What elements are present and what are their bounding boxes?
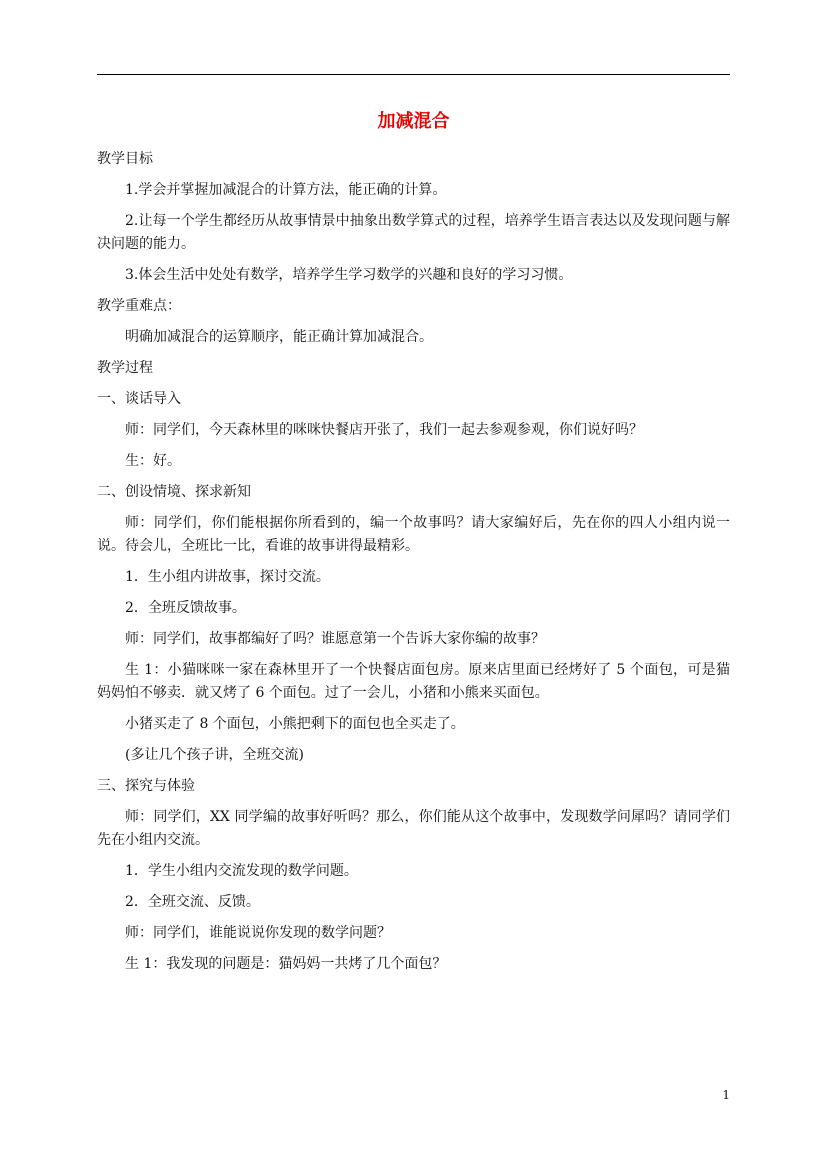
paragraph: 师：同学们，今天森林里的咪咪快餐店开张了，我们一起去参观参观，你们说好吗？ — [125, 422, 643, 438]
paragraph: 生 1：小猫咪咪一家在森林里开了一个快餐店面包房。原来店里面已经烤好了 5 个面包，可是猫妈妈怕不够卖．就又烤了 6 个面包。过了一会儿，小猪和小熊来买面包。 — [97, 662, 730, 701]
paragraph: 1．学生小组内交流发现的数学问题。 — [125, 863, 358, 879]
paragraph: 师：同学们，故事都编好了吗？谁愿意第一个告诉大家你编的故事？ — [125, 631, 545, 647]
paragraph: 师：同学们，谁能说说你发现的数学问题？ — [125, 925, 391, 941]
document-title: 加减混合 — [377, 111, 450, 132]
header-rule — [97, 74, 730, 75]
paragraph: 二、创设情境、探求新知 — [97, 484, 251, 500]
document-body — [97, 148, 730, 984]
paragraph: 2.让每一个学生都经历从故事情景中抽象出数学算式的过程，培养学生语言表达以及发现问题与解决问题的能力。 — [97, 213, 730, 252]
paragraph: 教学目标 — [97, 151, 153, 167]
paragraph: 1．生小组内讲故事，探讨交流。 — [125, 569, 330, 585]
paragraph: 明确加减混合的运算顺序，能正确计算加减混合。 — [125, 329, 433, 345]
page-number: 1 — [722, 1088, 730, 1102]
paragraph: 3.体会生活中处处有数学，培养学生学习数学的兴趣和良好的学习习惯。 — [125, 267, 573, 283]
paragraph: 小猪买走了 8 个面包，小熊把剩下的面包也全买走了。 — [125, 716, 465, 732]
paragraph: 2．全班交流、反馈。 — [125, 894, 260, 910]
paragraph: 1.学会并掌握加减混合的计算方法，能正确的计算。 — [125, 182, 447, 198]
paragraph: 2．全班反馈故事。 — [125, 600, 246, 616]
paragraph: 教学重难点： — [97, 298, 181, 314]
paragraph: (多让几个孩子讲，全班交流) — [125, 747, 304, 763]
paragraph: 生 1：我发现的问题是：猫妈妈一共烤了几个面包？ — [125, 956, 447, 972]
paragraph: 生：好。 — [125, 453, 181, 469]
paragraph: 师：同学们，你们能根据你所看到的，编一个故事吗？请大家编好后，先在你的四人小组内说一说。待会儿，全班比一比，看谁的故事讲得最精彩。 — [97, 515, 730, 554]
paragraph: 一、谈话导入 — [97, 391, 181, 407]
paragraph: 教学过程 — [97, 360, 153, 376]
paragraph: 三、探究与体验 — [97, 778, 195, 794]
paragraph: 师：同学们，XX 同学编的故事好听吗？那么，你们能从这个故事中，发现数学问犀吗？请同学们先在小组内交流。 — [97, 809, 730, 848]
